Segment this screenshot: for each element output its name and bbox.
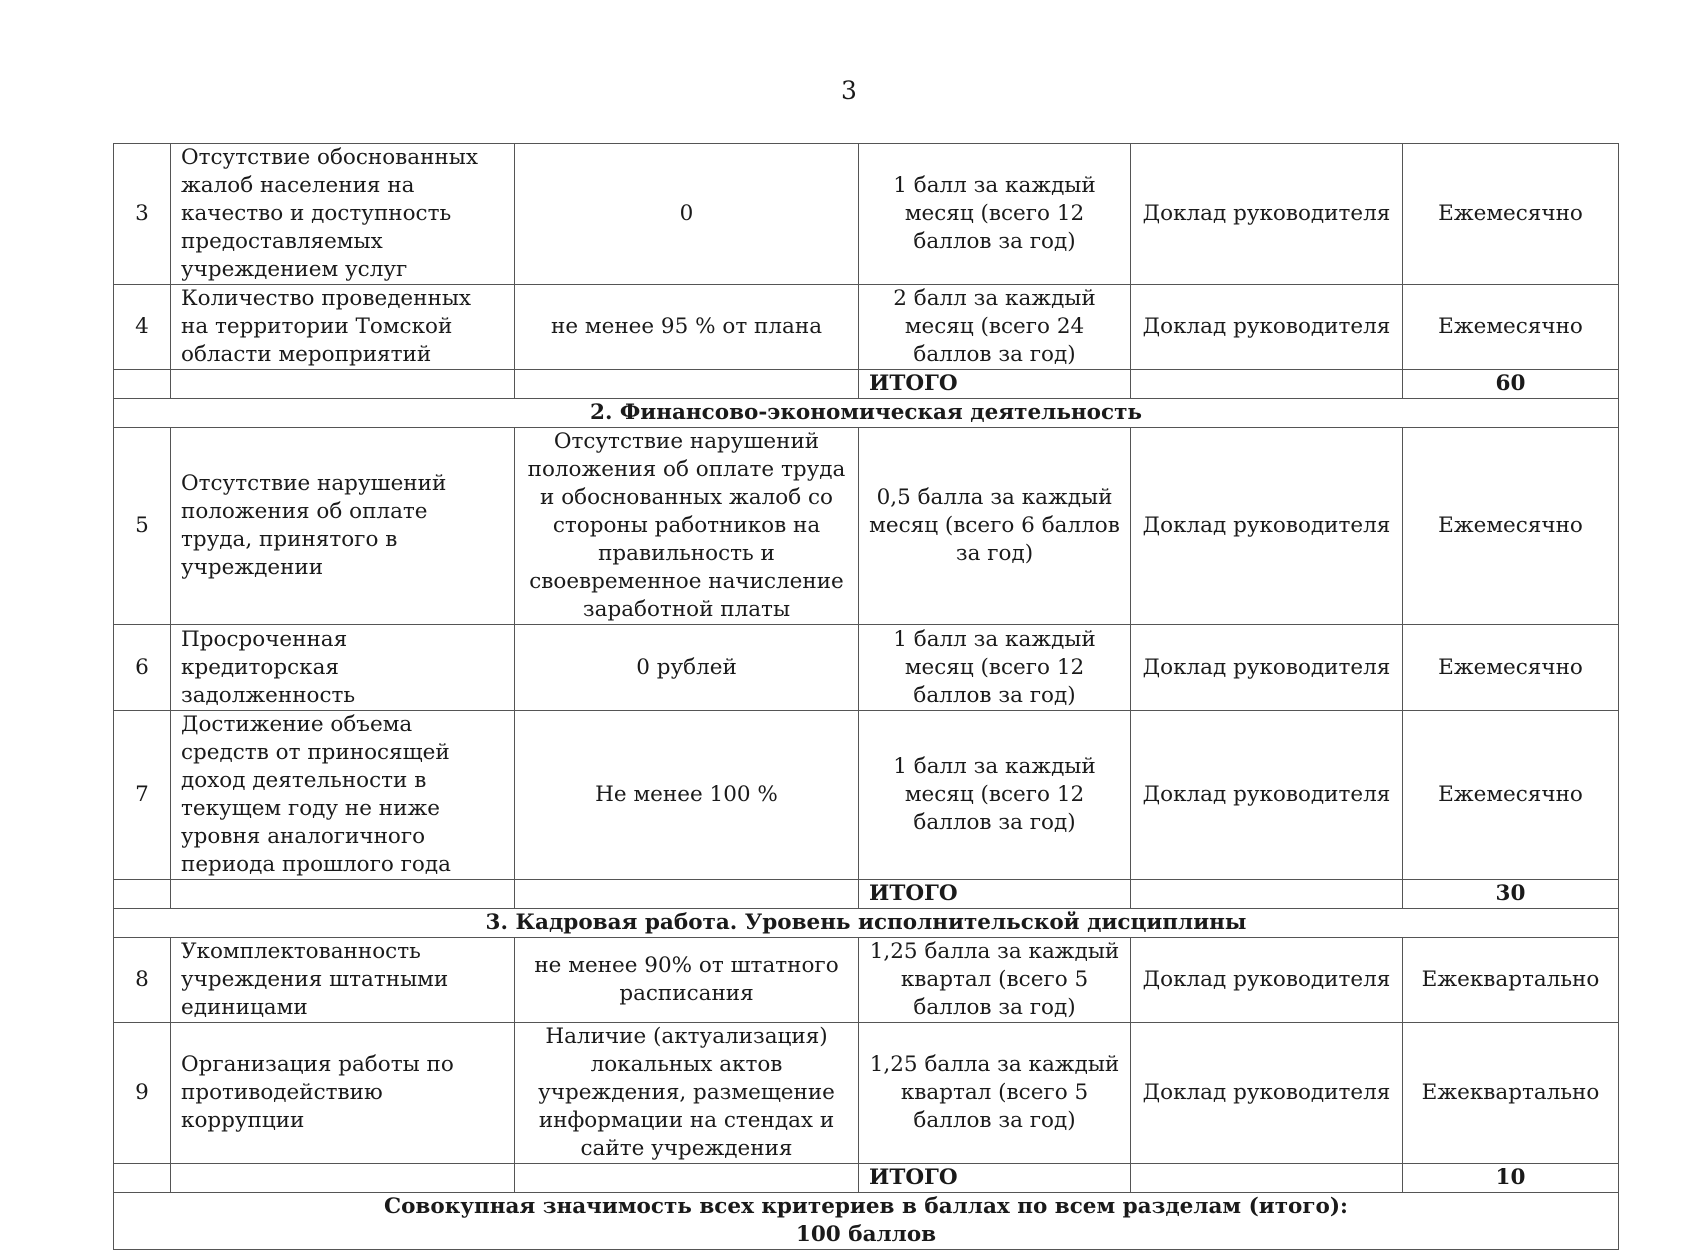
criterion-cell: Достижение объема средств от приносящей доход деятельности в текущем году не ниже уровня аналогичного периода прошлого года (171, 711, 515, 880)
criteria-table (113, 143, 1619, 1250)
total-row (114, 880, 1619, 909)
table-row (114, 285, 1619, 370)
report-cell: Доклад руководителя (1131, 938, 1403, 1023)
target-cell: 0 рублей (515, 625, 859, 711)
score-cell: 1 балл за каждый месяц (всего 12 баллов за год) (859, 711, 1131, 880)
total-label: ИТОГО (859, 880, 1131, 909)
table-row (114, 938, 1619, 1023)
grand-total-cell (114, 1193, 1619, 1250)
total-row (114, 370, 1619, 399)
row-number: 3 (114, 144, 171, 285)
score-cell: 0,5 балла за каждый месяц (всего 6 баллов за год) (859, 428, 1131, 625)
report-cell: Доклад руководителя (1131, 428, 1403, 625)
period-cell: Ежеквартально (1403, 938, 1619, 1023)
table-row (114, 144, 1619, 285)
table-row (114, 625, 1619, 711)
section-heading: 3. Кадровая работа. Уровень исполнительской дисциплины (114, 909, 1619, 938)
target-cell: не менее 90% от штатного расписания (515, 938, 859, 1023)
period-cell: Ежемесячно (1403, 144, 1619, 285)
grand-total-row (114, 1193, 1619, 1250)
criterion-cell: Отсутствие нарушений положения об оплате труда, принятого в учреждении (171, 428, 515, 625)
page-number: 3 (841, 76, 857, 105)
row-number: 4 (114, 285, 171, 370)
criterion-cell: Отсутствие обоснованных жалоб населения на качество и доступность предоставляемых учреждением услуг (171, 144, 515, 285)
table-row (114, 711, 1619, 880)
total-value: 60 (1403, 370, 1619, 399)
period-cell: Ежемесячно (1403, 625, 1619, 711)
row-number: 5 (114, 428, 171, 625)
report-cell: Доклад руководителя (1131, 1023, 1403, 1164)
total-row (114, 1164, 1619, 1193)
row-number: 9 (114, 1023, 171, 1164)
row-number: 6 (114, 625, 171, 711)
table-row (114, 1023, 1619, 1164)
total-label: ИТОГО (859, 1164, 1131, 1193)
criterion-cell: Просроченная кредиторская задолженность (171, 625, 515, 711)
grand-total-line1: Совокупная значимость всех критериев в баллах по всем разделам (итого): (383, 1194, 1348, 1219)
period-cell: Ежемесячно (1403, 285, 1619, 370)
section-header-row (114, 909, 1619, 938)
total-value: 30 (1403, 880, 1619, 909)
grand-total-line2: 100 баллов (795, 1222, 937, 1247)
period-cell: Ежемесячно (1403, 711, 1619, 880)
target-cell: Наличие (актуализация) локальных актов учреждения, размещение информации на стендах и сайте учреждения (515, 1023, 859, 1164)
target-cell: 0 (515, 144, 859, 285)
target-cell: Отсутствие нарушений положения об оплате труда и обоснованных жалоб со стороны работников на правильность и своевременное начисление заработной платы (515, 428, 859, 625)
score-cell: 2 балл за каждый месяц (всего 24 баллов за год) (859, 285, 1131, 370)
section-heading: 2. Финансово-экономическая деятельность (114, 399, 1619, 428)
report-cell: Доклад руководителя (1131, 711, 1403, 880)
total-label: ИТОГО (859, 370, 1131, 399)
report-cell: Доклад руководителя (1131, 285, 1403, 370)
target-cell: не менее 95 % от плана (515, 285, 859, 370)
section-header-row (114, 399, 1619, 428)
row-number: 8 (114, 938, 171, 1023)
report-cell: Доклад руководителя (1131, 144, 1403, 285)
score-cell: 1,25 балла за каждый квартал (всего 5 баллов за год) (859, 938, 1131, 1023)
row-number: 7 (114, 711, 171, 880)
score-cell: 1,25 балла за каждый квартал (всего 5 баллов за год) (859, 1023, 1131, 1164)
criterion-cell: Укомплектованность учреждения штатными единицами (171, 938, 515, 1023)
period-cell: Ежемесячно (1403, 428, 1619, 625)
target-cell: Не менее 100 % (515, 711, 859, 880)
total-value: 10 (1403, 1164, 1619, 1193)
score-cell: 1 балл за каждый месяц (всего 12 баллов за год) (859, 625, 1131, 711)
table-row (114, 428, 1619, 625)
score-cell: 1 балл за каждый месяц (всего 12 баллов за год) (859, 144, 1131, 285)
criterion-cell: Количество проведенных на территории Томской области мероприятий (171, 285, 515, 370)
criterion-cell: Организация работы по противодействию коррупции (171, 1023, 515, 1164)
period-cell: Ежеквартально (1403, 1023, 1619, 1164)
report-cell: Доклад руководителя (1131, 625, 1403, 711)
